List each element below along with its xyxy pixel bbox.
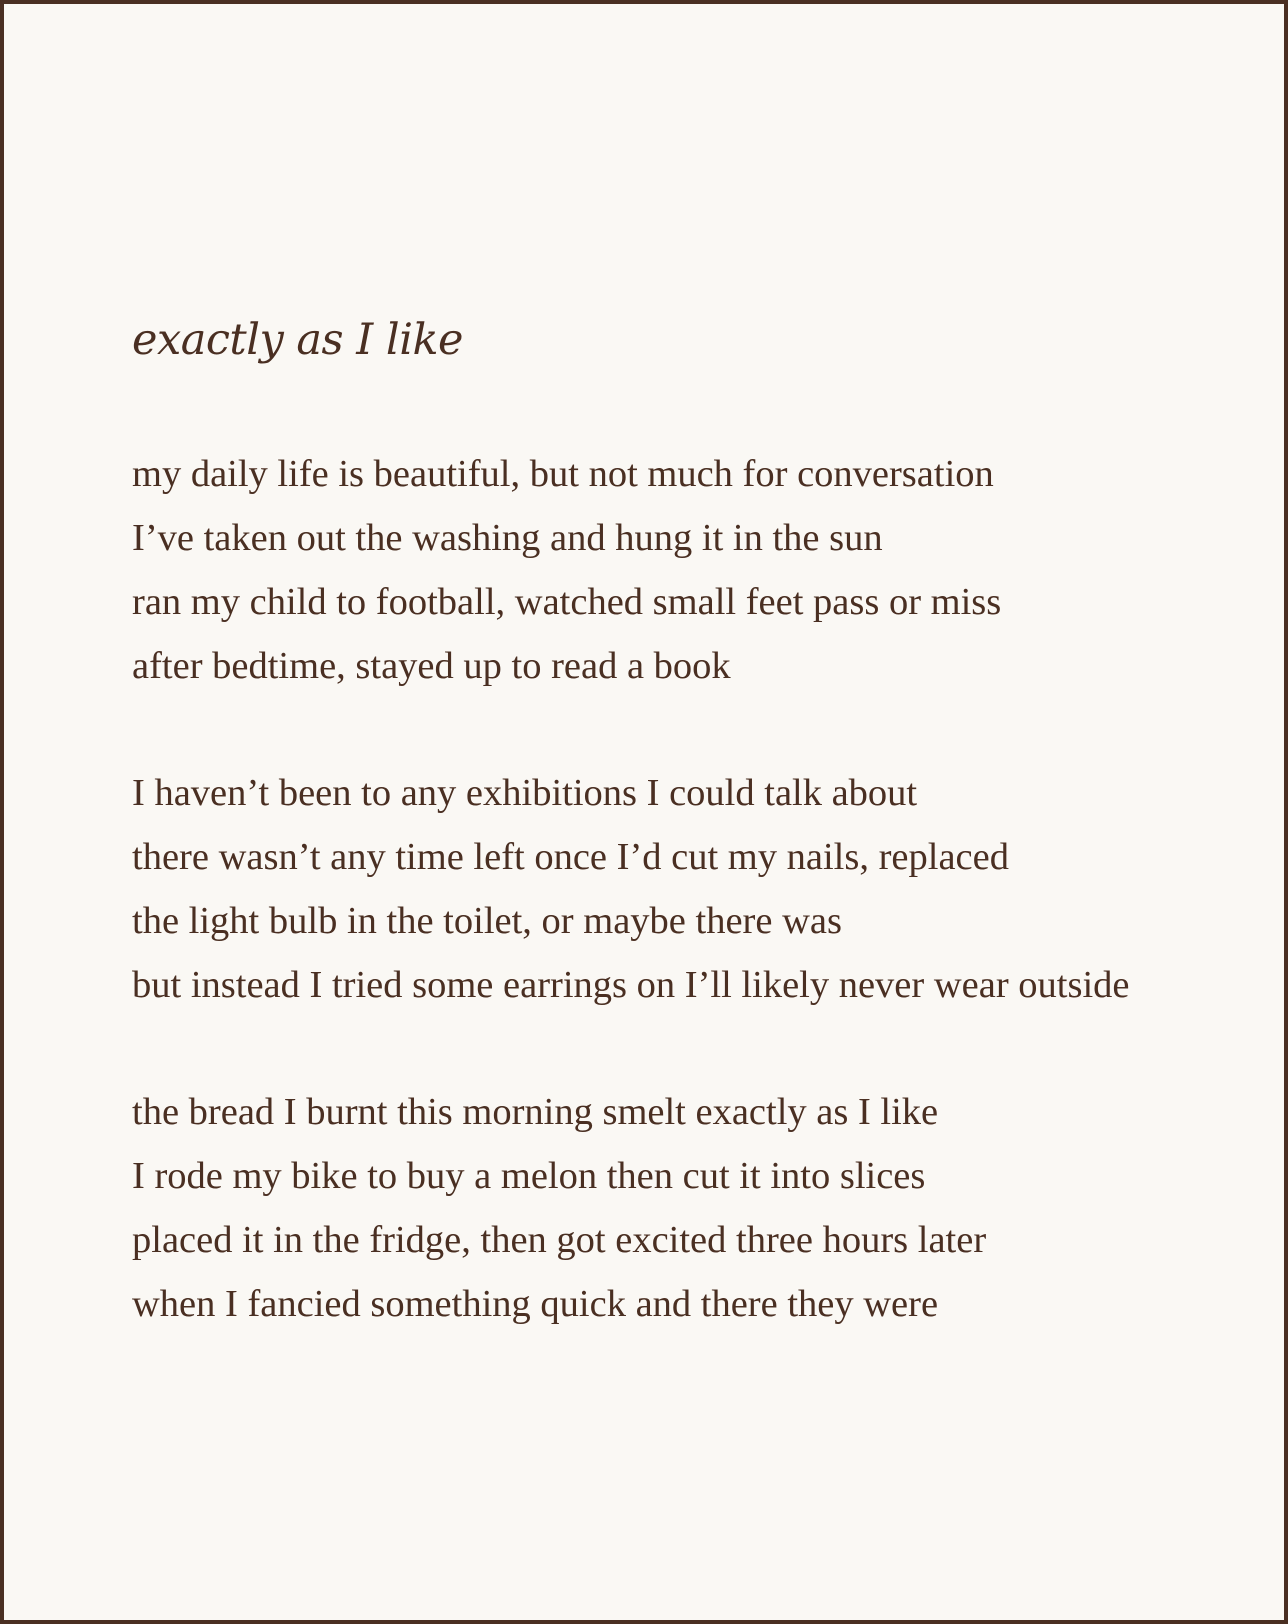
- stanza-3: [132, 1080, 986, 1336]
- poem-line: I haven’t been to any exhibitions I could talk about: [132, 772, 918, 814]
- stanza-1: [132, 442, 1001, 698]
- poem-line: the bread I burnt this morning smelt exactly as I like: [132, 1091, 939, 1133]
- poem-line: the light bulb in the toilet, or maybe there was: [132, 900, 842, 942]
- poem-line: there wasn’t any time left once I’d cut my nails, replaced: [132, 836, 1009, 878]
- poem-title: exactly as I like: [132, 315, 463, 365]
- poem-line: I rode my bike to buy a melon then cut it into slices: [132, 1155, 926, 1197]
- poem-line: after bedtime, stayed up to read a book: [132, 645, 731, 687]
- poem-line: when I fancied something quick and there they were: [132, 1283, 939, 1325]
- poem-line: placed it in the fridge, then got excited three hours later: [132, 1219, 987, 1261]
- poem-line: I’ve taken out the washing and hung it in the sun: [132, 517, 883, 559]
- poem-line: but instead I tried some earrings on I’ll likely never wear outside: [132, 964, 1130, 1006]
- poem-line: my daily life is beautiful, but not much for conversation: [132, 453, 994, 495]
- poem-line: ran my child to football, watched small feet pass or miss: [132, 581, 1002, 623]
- stanza-2: [132, 761, 1130, 1017]
